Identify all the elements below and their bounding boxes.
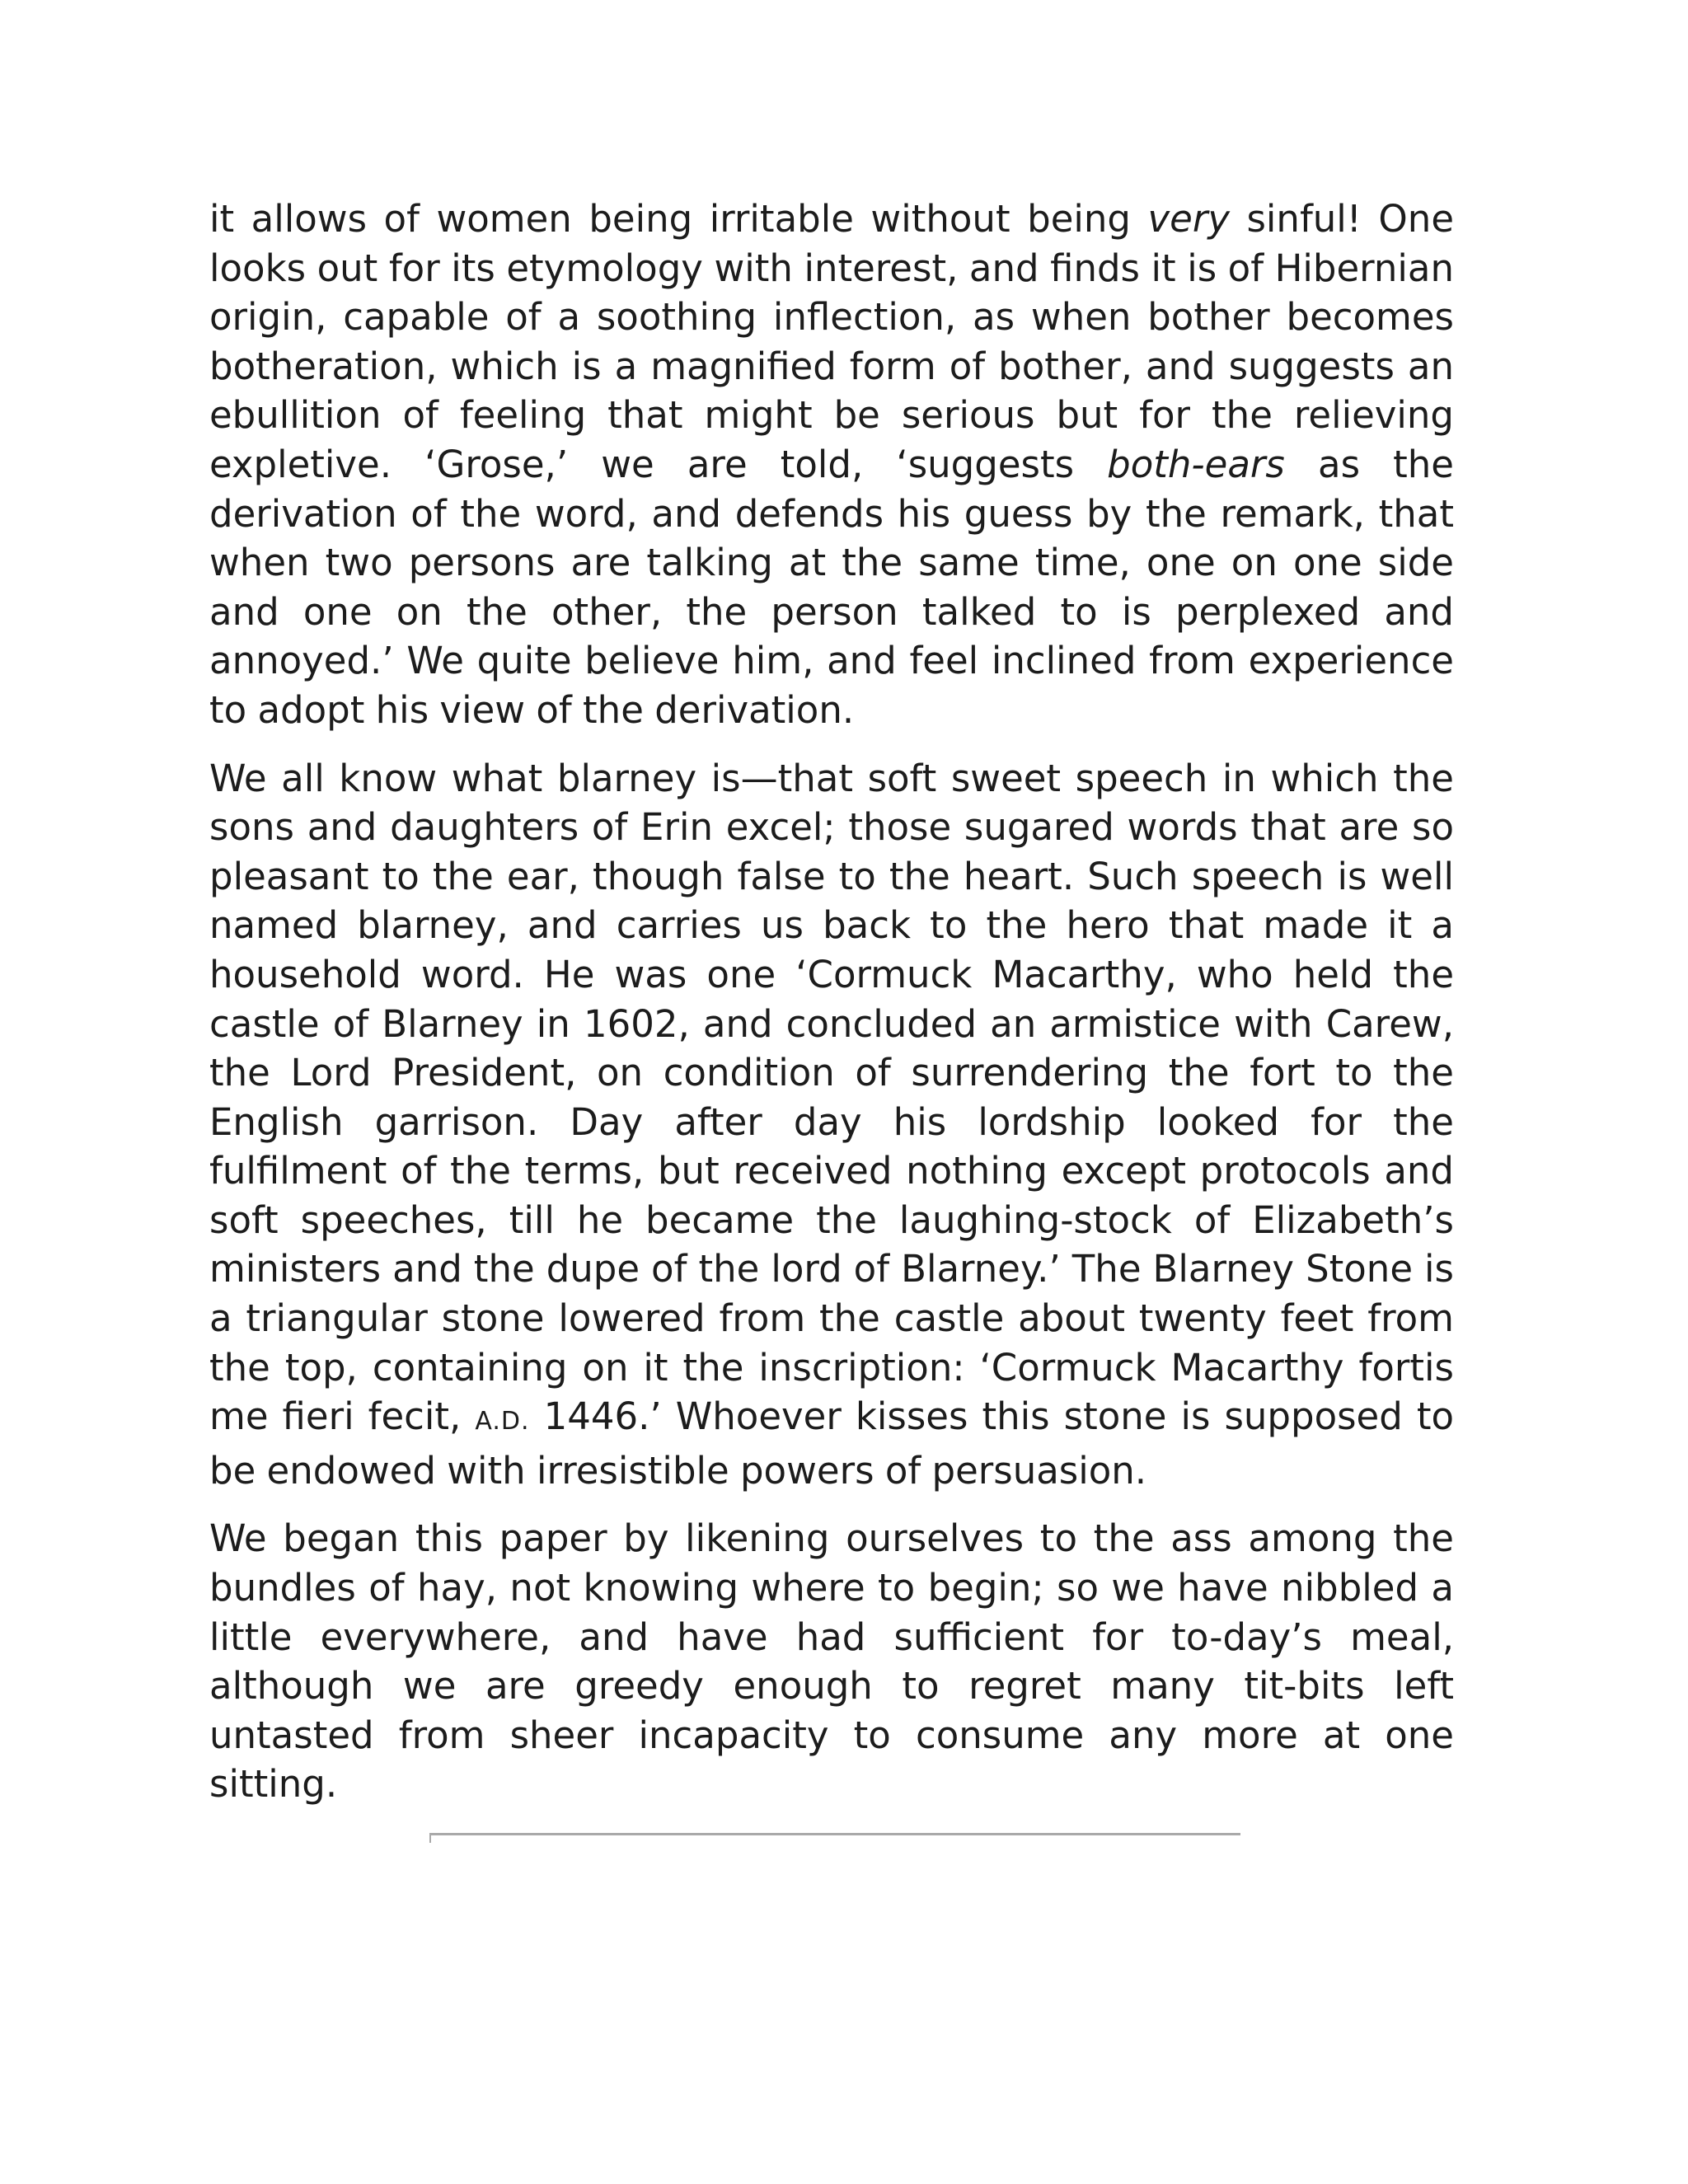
paragraph-text: 1446.’ Whoever kisses this stone is supposed to be endowed with irresistible powers of persuasion. <box>209 1394 1455 1493</box>
small-caps-text: A.D. <box>475 1407 530 1436</box>
paragraph-closing <box>209 1514 1454 1809</box>
paragraph-text: We began this paper by likening ourselves to the ass among the bundles of hay, not knowing where to begin; so we have nibbled a little everywhere, and have had sufficient for to-day’s meal, although we are greedy enough to regret many tit-bits left untasted from sheer incapacity to consume any more at one sitting. <box>209 1516 1454 1807</box>
section-divider <box>429 1833 1240 1835</box>
paragraph-botheration <box>209 194 1454 735</box>
paragraph-text: sinful! One looks out for its etymology with interest, and finds it is of Hibernian origin, capable of a soothing inflection, as when bother becomes botheration, which is a magnified form of bother, and suggests an ebullition of feeling that might be serious but for the relieving expletive. ‘Grose,’ we are told, ‘suggests <box>209 197 1455 486</box>
paragraph-text: it allows of women being irritable without being <box>209 197 1148 241</box>
emphasis-text: both-ears <box>1107 442 1285 486</box>
emphasis-text: very <box>1147 197 1230 241</box>
paragraph-blarney <box>209 754 1454 1496</box>
paragraph-text: as the derivation of the word, and defends his guess by the remark, that when two persons are talking at the same time, one on one side and one on the other, the person talked to is perplexed and annoyed.’ We quite believe him, and feel inclined from experience to adopt his view of the derivation. <box>209 442 1454 732</box>
page-body <box>209 194 1454 1828</box>
paragraph-text: We all know what blarney is—that soft sweet speech in which the sons and daughters of Erin excel; those sugared words that are so pleasant to the ear, though false to the heart. Such speech is well named blarney, and carries us back to the hero that made it a household word. He was one ‘Cormuck Macarthy, who held the castle of Blarney in 1602, and concluded an armistice with Carew, the Lord President, on condition of surrendering the fort to the English garrison. Day after day his lordship looked for the fulfilment of the terms, but received nothing except protocols and soft speeches, till he became the laughing-stock of Elizabeth’s ministers and the dupe of the lord of Blarney.’ The Blarney Stone is a triangular stone lowered from the castle about twenty feet from the top, containing on it the inscription: ‘Cormuck Macarthy fortis me fieri fecit, <box>209 756 1454 1439</box>
section-divider-tick <box>429 1833 431 1843</box>
